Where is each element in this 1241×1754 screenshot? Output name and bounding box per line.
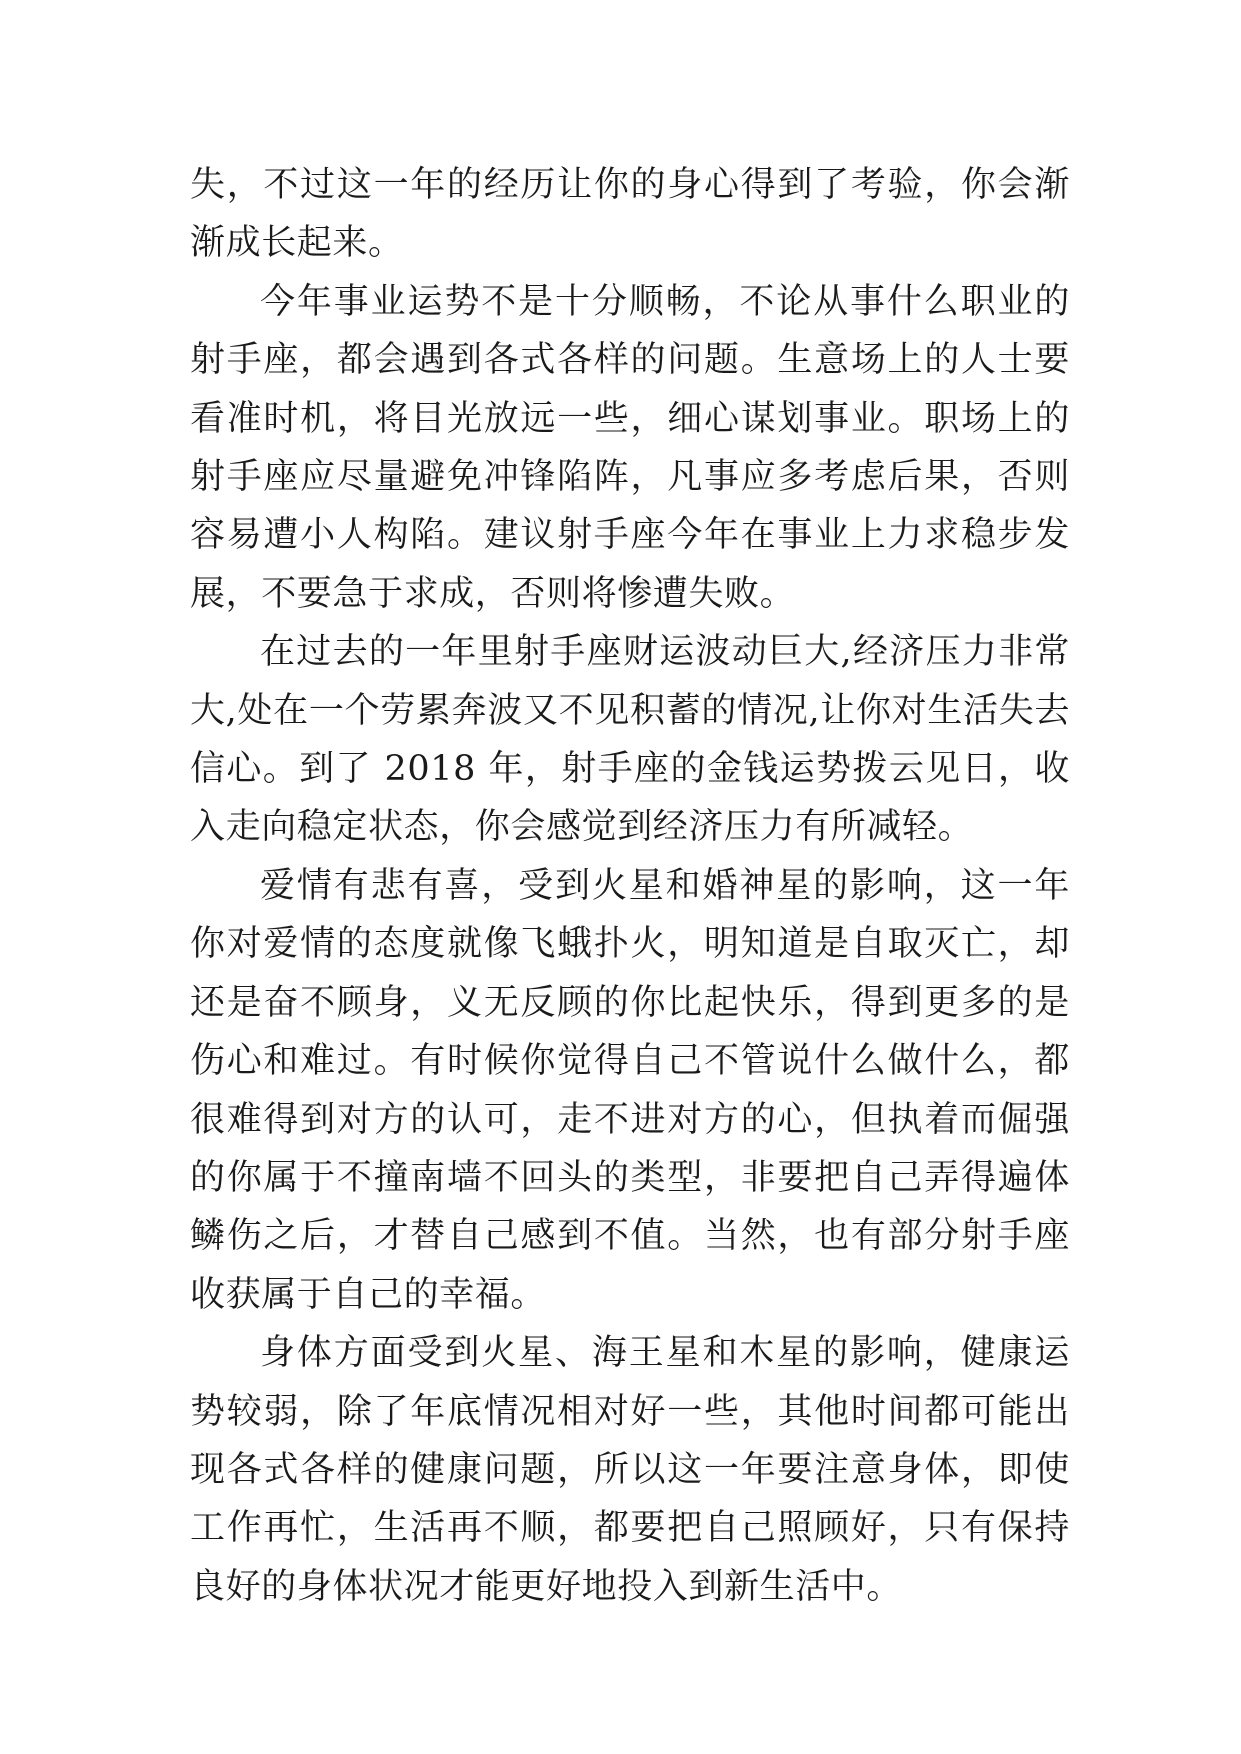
paragraph-health: 身体方面受到火星、海王星和木星的影响，健康运势较弱，除了年底情况相对好一些，其他时间都可能出现各式各样的健康问题，所以这一年要注意身体，即使工作再忙，生活再不顺，都要把自己照顾好，只有保持良好的身体状况才能更好地投入到新生活中。	[190, 1333, 1070, 1607]
paragraph-continuation: 失，不过这一年的经历让你的身心得到了考验，你会渐渐成长起来。	[190, 165, 1070, 264]
paragraph-love: 爱情有悲有喜，受到火星和婚神星的影响，这一年你对爱情的态度就像飞蛾扑火，明知道是自取灭亡，却还是奋不顾身，义无反顾的你比起快乐，得到更多的是伤心和难过。有时候你觉得自己不管说什么做什么，都很难得到对方的认可，走不进对方的心，但执着而倔强的你属于不撞南墙不回头的类型，非要把自己弄得遍体鳞伤之后，才替自己感到不值。当然，也有部分射手座收获属于自己的幸福。	[190, 865, 1070, 1315]
paragraph-finance: 在过去的一年里射手座财运波动巨大,经济压力非常大,处在一个劳累奔波又不见积蓄的情况,让你对生活失去信心。到了 2018 年，射手座的金钱运势拨云见日，收入走向稳定状态，你会感觉到经济压力有所减轻。	[190, 632, 1070, 848]
document-body	[190, 156, 1070, 1616]
paragraph-career: 今年事业运势不是十分顺畅，不论从事什么职业的射手座，都会遇到各式各样的问题。生意场上的人士要看准时机，将目光放远一些，细心谋划事业。职场上的射手座应尽量避免冲锋陷阵，凡事应多考虑后果，否则容易遭小人构陷。建议射手座今年在事业上力求稳步发展，不要急于求成，否则将惨遭失败。	[190, 281, 1070, 614]
